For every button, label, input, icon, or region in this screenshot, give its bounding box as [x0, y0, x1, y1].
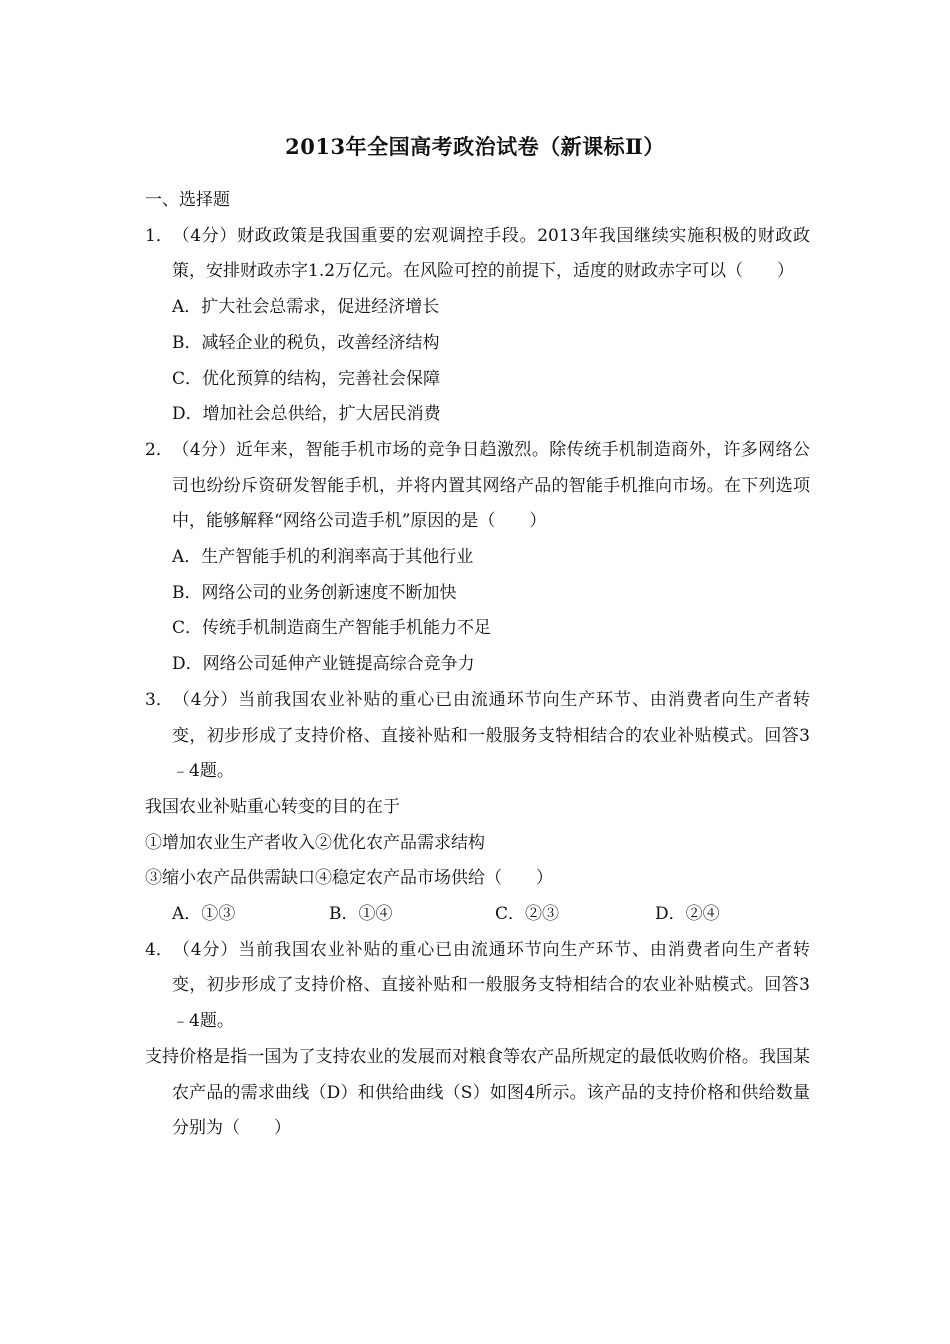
options-row: [145, 897, 810, 933]
option-b: B．减轻企业的税负，改善经济结构: [172, 332, 440, 353]
question-number: 2．: [145, 439, 173, 460]
question-text: （4分）近年来，智能手机市场的竞争日趋激烈。除传统手机制造商外，许多网络公司也纷纷斥资研发智能手机，并将内置其网络产品的智能手机推向市场。在下列选项中，能够解释“网络公司造手机”原因的是（ ）: [172, 439, 810, 532]
section-heading: 一、选择题: [145, 190, 230, 210]
option-c: C．②③: [495, 904, 560, 925]
option-c: C．传统手机制造商生产智能手机能力不足: [172, 618, 492, 639]
sub-question-prompt: 支持价格是指一国为了支持农业的发展而对粮食等农产品所规定的最低收购价格。我国某农产品的需求曲线（D）和供给曲线（S）如图4所示。该产品的支持价格和供给数量分别为（ ）: [145, 1046, 810, 1139]
question-stem: [145, 683, 810, 790]
page-title: 2013年全国高考政治试卷（新课标Ⅱ）: [285, 134, 665, 159]
option-a: A．生产智能手机的利润率高于其他行业: [172, 547, 474, 568]
question-number: 1．: [145, 225, 173, 246]
option-a: A．①③: [172, 904, 236, 925]
question-4: [145, 933, 810, 1147]
option-d: D．网络公司延伸产业链提高综合竞争力: [172, 654, 475, 675]
question-3: [145, 683, 810, 933]
exam-content: [145, 183, 810, 1147]
option-b: B．①④: [329, 904, 393, 925]
sub-question-prompt: 我国农业补贴重心转变的目的在于: [145, 796, 400, 817]
question-1: [145, 219, 810, 433]
option-a: A．扩大社会总需求，促进经济增长: [172, 297, 440, 318]
statement-line-2: ③缩小农产品供需缺口④稳定农产品市场供给（ ）: [145, 868, 553, 889]
option-d: D．②④: [655, 904, 720, 925]
question-number: 4．: [145, 939, 173, 960]
question-stem: [145, 219, 810, 290]
option-c: C．优化预算的结构，完善社会保障: [172, 368, 441, 389]
question-stem: [145, 433, 810, 540]
question-2: [145, 433, 810, 683]
option-d: D．增加社会总供给，扩大居民消费: [172, 404, 441, 425]
question-text: （4分）当前我国农业补贴的重心已由流通环节向生产环节、由消费者向生产者转变，初步形成了支持价格、直接补贴和一般服务支特相结合的农业补贴模式。回答3﹣4题。: [172, 939, 810, 1032]
option-b: B．网络公司的业务创新速度不断加快: [172, 582, 457, 603]
question-text: （4分）当前我国农业补贴的重心已由流通环节向生产环节、由消费者向生产者转变，初步形成了支持价格、直接补贴和一般服务支特相结合的农业补贴模式。回答3﹣4题。: [172, 689, 810, 782]
question-text: （4分）财政政策是我国重要的宏观调控手段。2013年我国继续实施积极的财政政策，安排财政赤字1.2万亿元。在风险可控的前提下，适度的财政赤字可以（ ）: [172, 225, 810, 282]
statement-line-1: ①增加农业生产者收入②优化农产品需求结构: [145, 832, 485, 853]
question-stem: [145, 933, 810, 1040]
question-number: 3．: [145, 689, 173, 710]
